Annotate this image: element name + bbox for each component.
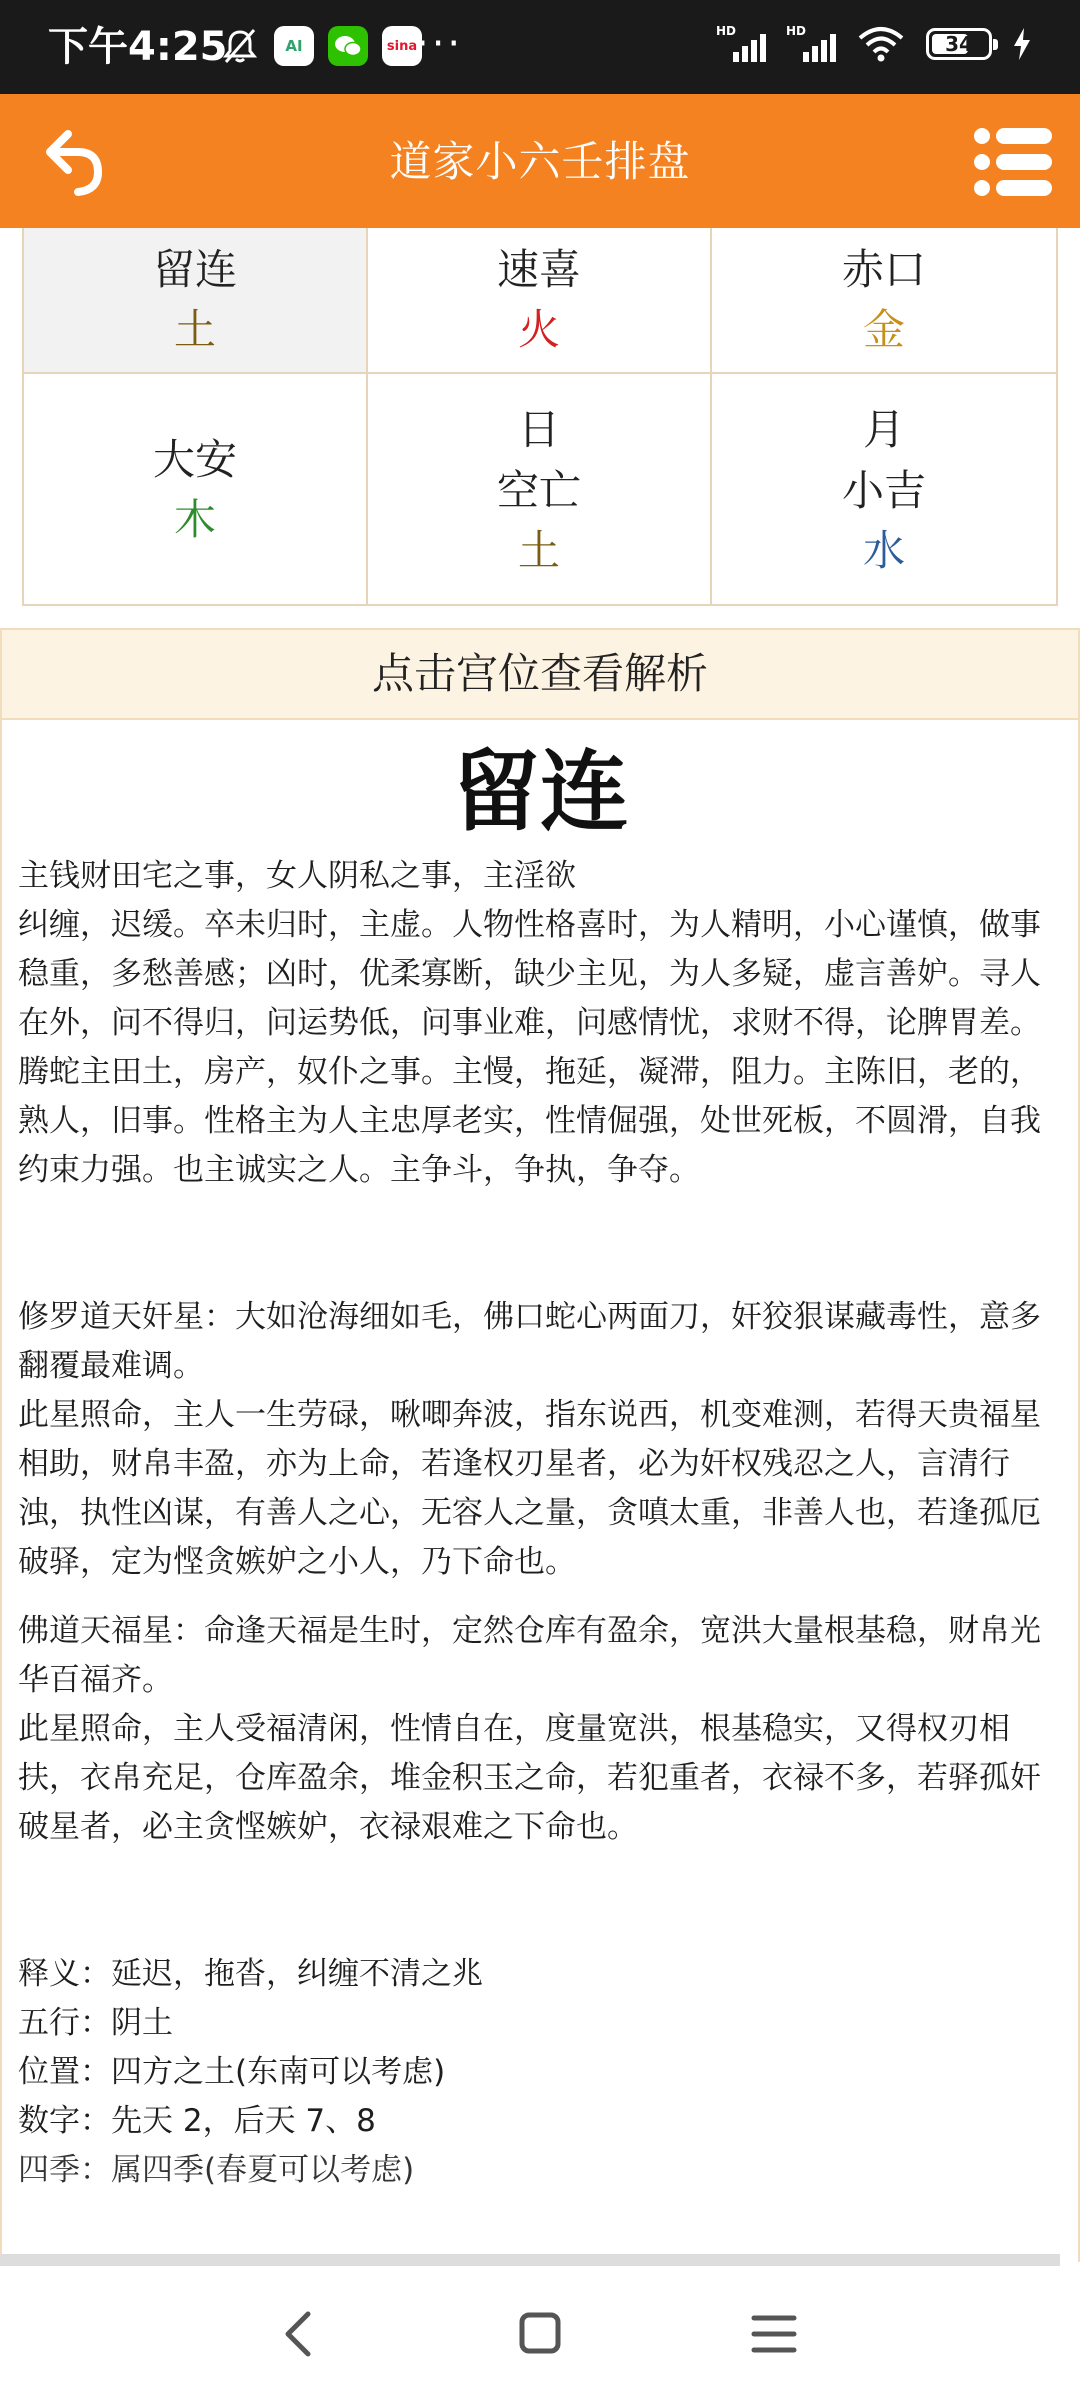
fact-value: 阴土 [111, 2005, 173, 2041]
detail-text [2, 852, 1078, 2195]
palace-element: 火 [517, 305, 560, 354]
detail-paragraph: 纠缠，迟缓。卒未归时，主虚。人物性格喜时，为人精明，小心谨慎，做事稳重，多愁善感；凶时，优柔寡断，缺少主见，为人多疑，虚言善妒。寻人在外，问不得归，问运势低，问事业难，问感情忧，求财不得，论脾胃差。 [18, 907, 1041, 1041]
fact-element [18, 1999, 1062, 2048]
sina-label: sina [386, 38, 418, 54]
detail-paragraph: 主钱财田宅之事，女人阴私之事，主淫欲 [18, 858, 576, 894]
fact-label: 四季： [18, 2152, 111, 2188]
palace-element: 土 [173, 305, 216, 354]
fact-season [18, 2146, 1062, 2195]
fact-label: 释义： [18, 1956, 111, 1992]
detail-paragraph: 此星照命，主人受福清闲，性情自在，度量宽洪，根基稳实，又得权刃相扶，衣帛充足，仓库盈余，堆金积玉之命，若犯重者，衣禄不多，若驿孤奸破星者，必主贪悭嫉妒，衣禄艰难之下命也。 [18, 1711, 1041, 1845]
wifi-icon [856, 24, 906, 64]
fact-position [18, 2048, 1062, 2097]
detail-paragraph: 此星照命，主人一生劳碌，啾唧奔波，指东说西，机变难测，若得天贵福星相助，财帛丰盈，亦为上命，若逢权刃星者，必为奸权残忍之人，言清行浊，执性凶谋，有善人之心，无容人之量，贪嗔太重，非善人也，若逢孤厄破驿，定为悭贪嫉妒之小人，乃下命也。 [18, 1397, 1041, 1580]
palace-name: 小吉 [841, 466, 926, 515]
menu-lines-icon[interactable] [744, 2306, 804, 2362]
palace-element: 木 [173, 495, 216, 544]
palace-name: 留连 [152, 245, 237, 294]
network-1-label: HD [716, 24, 737, 38]
menu-icon[interactable] [970, 122, 1060, 202]
signal-2-icon [786, 24, 836, 64]
fact-value: 属四季(春夏可以考虑) [111, 2152, 415, 2188]
palace-element: 金 [862, 305, 905, 354]
status-bar [0, 0, 1080, 94]
detail-paragraph: 佛道天福星：命逢天福是生时，定然仓库有盈余，宽洪大量根基稳，财帛光华百福齐。 [18, 1613, 1041, 1698]
battery-icon [926, 28, 992, 60]
palace-name: 空亡 [496, 466, 581, 515]
detail-paragraph: 修罗道天奸星：大如沧海细如毛，佛口蛇心两面刀，奸狡狠谋藏毒性，意多翻覆最难调。 [18, 1299, 1041, 1384]
status-time: 下午4:25 [48, 24, 228, 70]
square-home-icon[interactable] [510, 2306, 570, 2362]
status-right-icons [716, 24, 1032, 64]
network-2-label: HD [786, 24, 807, 38]
app-bar [0, 94, 1080, 228]
hint-banner: 点击宫位查看解析 [0, 628, 1080, 720]
fact-label: 五行： [18, 2005, 111, 2041]
scroll-edge [0, 2254, 1060, 2266]
detail-title: 留连 [451, 740, 628, 843]
system-nav-bar [0, 2266, 1080, 2400]
fact-value: 先天 2，后天 7、8 [111, 2103, 376, 2139]
wechat-icon [328, 26, 368, 66]
signal-1-icon [716, 24, 766, 64]
status-app-icons [220, 26, 422, 66]
palace-element: 水 [862, 526, 905, 575]
palace-name: 赤口 [841, 245, 926, 294]
palace-kongwang[interactable] [368, 374, 712, 606]
palace-marker-month: 月 [862, 405, 905, 454]
charging-icon [1012, 26, 1032, 62]
palace-suxi[interactable] [368, 228, 712, 374]
fact-number [18, 2097, 1062, 2146]
palace-liulian[interactable] [24, 228, 368, 374]
page-title: 道家小六壬排盘 [389, 137, 691, 186]
palace-name: 速喜 [496, 245, 581, 294]
fact-meaning [18, 1950, 1062, 1999]
palace-xiaoji[interactable] [712, 374, 1056, 606]
palace-element: 土 [517, 526, 560, 575]
fact-value: 延迟，拖沓，纠缠不清之兆 [111, 1956, 483, 1992]
home-ai-icon [274, 26, 314, 66]
palace-marker-day: 日 [517, 405, 560, 454]
palace-daan[interactable] [24, 374, 368, 606]
home-ai-label: AI [285, 36, 303, 55]
bell-off-icon [220, 26, 260, 66]
fact-label: 数字： [18, 2103, 111, 2139]
fact-label: 位置： [18, 2054, 111, 2090]
more-notifications-icon: ··· [416, 21, 464, 67]
palace-chikou[interactable] [712, 228, 1056, 374]
fact-value: 四方之土(东南可以考虑) [111, 2054, 446, 2090]
detail-panel[interactable] [0, 720, 1080, 2262]
detail-paragraph: 腾蛇主田土，房产，奴仆之事。主慢，拖延，凝滞，阻力。主陈旧，老的，熟人，旧事。性格主为人主忠厚老实，性情倔强，处世死板，不圆滑，自我约束力强。也主诚实之人。主争斗，争执，争夺。 [18, 1054, 1041, 1188]
chevron-left-icon[interactable] [270, 2306, 330, 2362]
battery-level: 34 [945, 32, 973, 56]
palace-name: 大安 [152, 435, 237, 484]
palace-grid [22, 228, 1058, 606]
